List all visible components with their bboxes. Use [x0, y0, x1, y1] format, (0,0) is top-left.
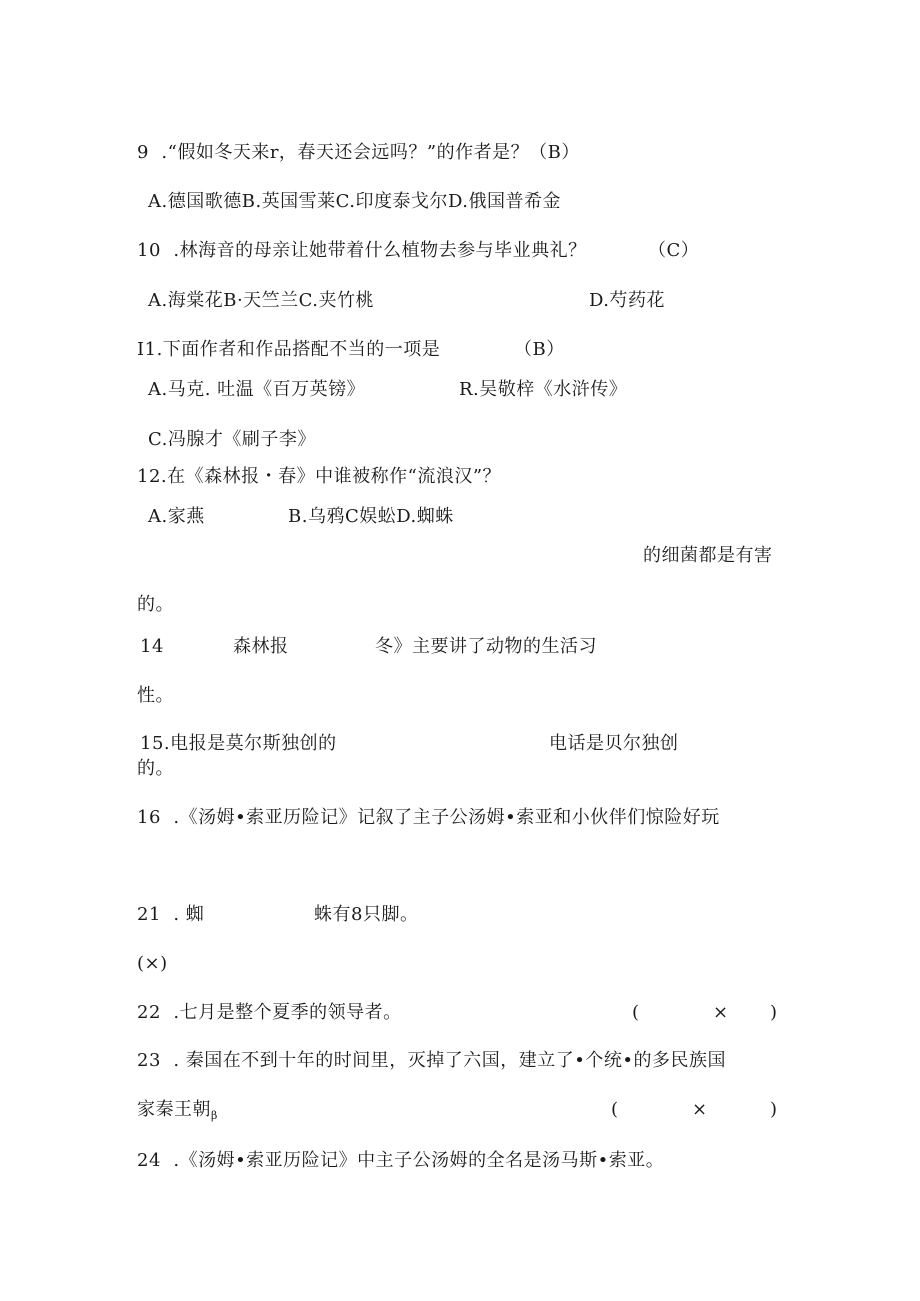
question-12-option-a: A.家燕 — [148, 506, 205, 527]
question-14-part2: 冬》主要讲了动物的生活习 — [375, 636, 597, 657]
question-11-option-c: C.冯腺才《刷子李》 — [148, 429, 316, 450]
question-10-stem: 10 .林海音的母亲让她带着什么植物去参与毕业典礼？ — [137, 240, 587, 261]
question-21-part2: 蛛有8只脚。 — [314, 904, 419, 925]
question-15-part2: 电话是贝尔独创 — [549, 733, 679, 754]
question-14-continuation: 性。 — [137, 685, 174, 706]
question-23-paren-open: ( — [611, 1099, 619, 1120]
question-23-subscript: β — [211, 1109, 218, 1122]
question-14-part1: 森林报 — [233, 636, 289, 657]
question-14-number: 14 — [140, 636, 164, 657]
question-12-options: B.乌鸦C娱蚣D.蜘蛛 — [288, 506, 454, 527]
question-9-options: A.德国歌德B.英国雪莱C.印度泰戈尔D.俄国普希金 — [148, 191, 562, 212]
question-15-part1: 15.电报是莫尔斯独创的 — [140, 733, 337, 754]
question-11-answer: （B） — [514, 339, 565, 360]
question-22-paren-close: ) — [770, 1002, 778, 1023]
question-13-tail: 的细菌都是有害 — [643, 545, 773, 566]
question-21-answer: (×) — [137, 953, 168, 974]
question-10-answer: （C） — [648, 240, 700, 261]
question-23-paren-close: ) — [770, 1099, 778, 1120]
question-21-part1: 21 . 蜘 — [137, 904, 205, 925]
question-11-option-b: R.吴敬梓《水浒传》 — [459, 379, 628, 400]
question-23-line2-text: 家秦王朝 — [137, 1099, 211, 1120]
question-11-option-a: A.马克. 吐温《百万英镑》 — [148, 379, 366, 400]
question-23-line2 — [137, 1099, 218, 1127]
question-22-text: 22 .七月是整个夏季的领导者。 — [137, 1002, 402, 1023]
question-10-options: A.海棠花B·天竺兰C.夹竹桃 — [148, 290, 375, 311]
question-9-stem: 9 .“假如冬天来r，春天还会远吗？”的作者是？（B） — [137, 142, 580, 163]
question-16-text: 16 .《汤姆•索亚历险记》记叙了主子公汤姆•索亚和小伙伴们惊险好玩 — [137, 807, 720, 828]
question-24-text: 24 .《汤姆•索亚历险记》中主子公汤姆的全名是汤马斯•索亚。 — [137, 1150, 665, 1171]
question-12-stem: 12.在《森林报・春》中谁被称作“流浪汉”？ — [137, 466, 502, 487]
question-11-stem: I1.下面作者和作品搭配不当的一项是 — [137, 339, 441, 360]
question-23-mark: × — [692, 1099, 708, 1120]
question-10-option-d: D.芍药花 — [589, 290, 666, 311]
question-22-paren-open: ( — [632, 1002, 640, 1023]
question-23-line1: 23 . 秦国在不到十年的时间里，灭掉了六国，建立了•个统•的多民族国 — [137, 1050, 727, 1071]
question-22-mark: × — [713, 1002, 729, 1023]
question-15-continuation: 的。 — [137, 758, 174, 779]
question-13-continuation: 的。 — [137, 594, 174, 615]
